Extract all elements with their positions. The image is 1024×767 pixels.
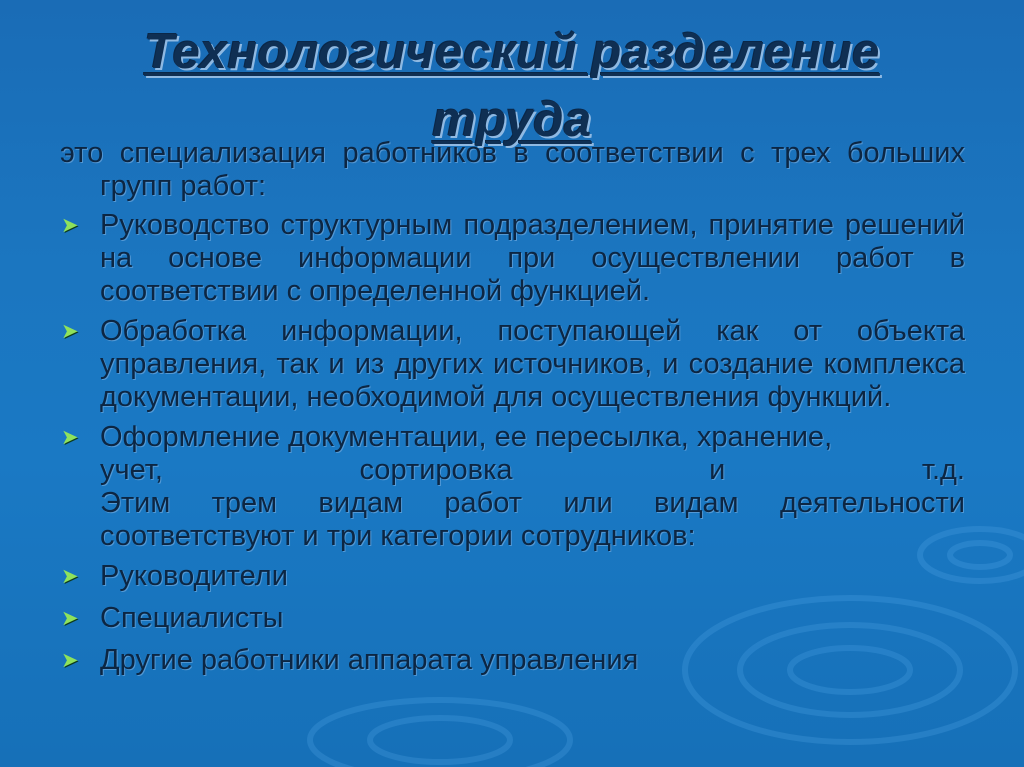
spread-word: т.д. [921, 454, 965, 486]
list-item [60, 644, 965, 677]
bullet-list [60, 209, 965, 677]
list-item [60, 602, 965, 635]
chevron-right-icon: ➤ [61, 649, 79, 672]
list-item [60, 560, 965, 593]
chevron-right-icon: ➤ [61, 565, 79, 588]
spread-word: учет, [100, 454, 163, 486]
spread-line [100, 454, 965, 487]
list-item-text: Специалисты [100, 602, 284, 634]
list-item [60, 315, 965, 414]
intro-text: это специализация работников в соответствии с трех больших групп работ: [60, 137, 965, 202]
list-item [60, 209, 965, 308]
list-item-text: Обработка информации, поступающей как от объекта управления, так и из других источников, и создание комплекса документации, необходимой для осуществления функций. [100, 315, 965, 413]
chevron-right-icon: ➤ [61, 214, 79, 237]
chevron-right-icon: ➤ [61, 426, 79, 449]
slide-body [60, 137, 965, 686]
list-item-text: Этим трем видам работ или видам деятельности соответствуют и три категории сотрудников: [100, 487, 965, 552]
list-item-text: Руководство структурным подразделением, принятие решений на основе информации при осуществлении работ в соответствии с определенной функцией. [100, 209, 965, 307]
slide-title: Технологический разделение труда [144, 25, 880, 147]
chevron-right-icon: ➤ [61, 320, 79, 343]
chevron-right-icon: ➤ [61, 607, 79, 630]
spread-word: и [709, 454, 726, 486]
list-item-text: Руководители [100, 560, 288, 592]
list-item [60, 421, 965, 553]
list-item-text: Другие работники аппарата управления [100, 644, 639, 676]
list-item-text: Оформление документации, ее пересылка, хранение, [100, 421, 833, 453]
spread-word: сортировка [359, 454, 513, 486]
